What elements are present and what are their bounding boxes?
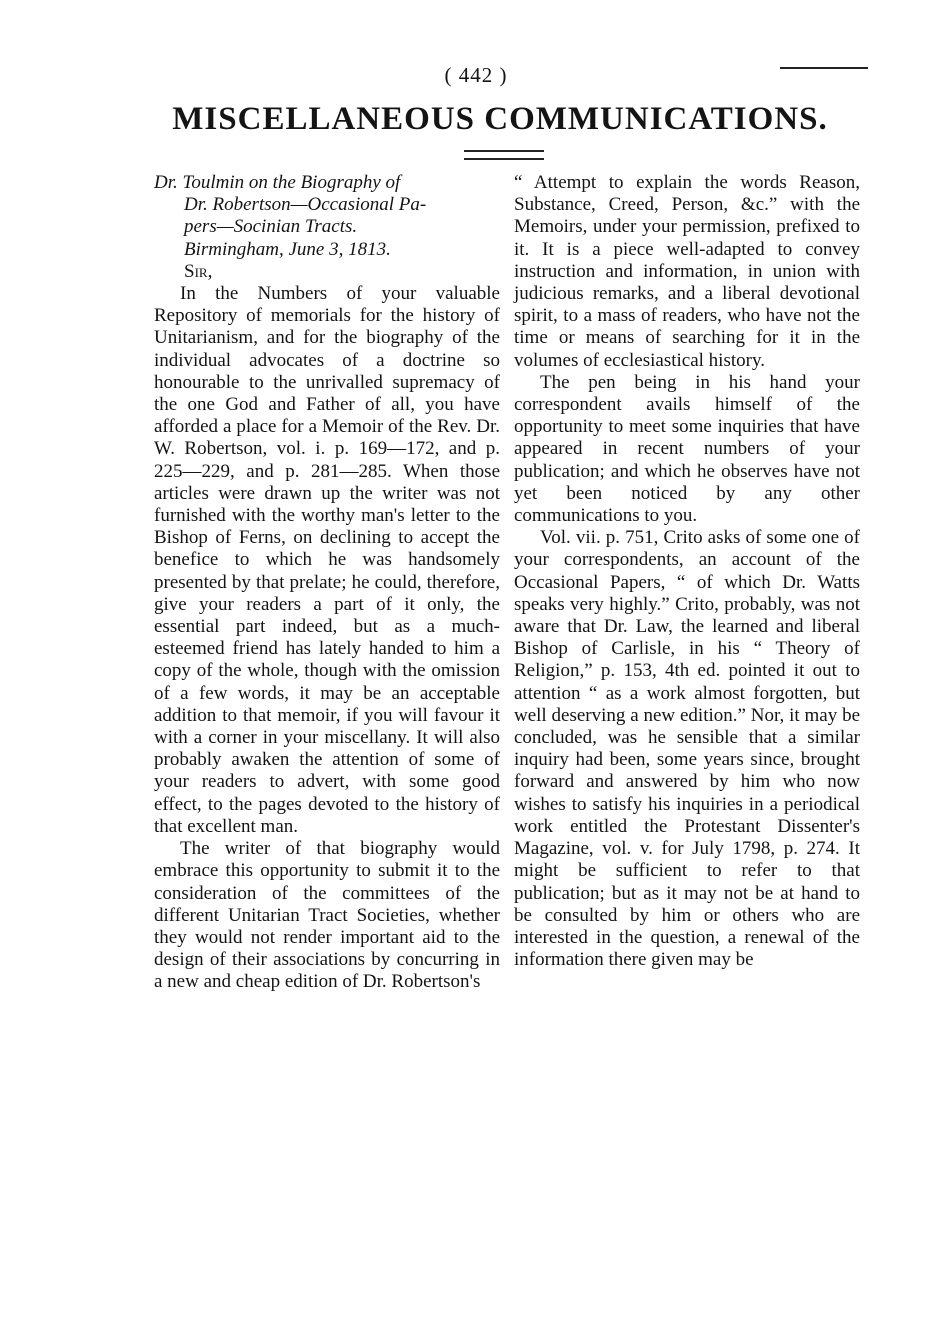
article-title-line: Dr. Toulmin on the Biography of (154, 172, 401, 193)
article-title-line: pers—Socinian Tracts. (184, 216, 358, 238)
right-column (514, 172, 860, 971)
page-number: ( 442 ) (444, 63, 508, 87)
paragraph: Vol. vii. p. 751, Crito asks of some one of your correspondents, an account of the Occasional Papers, “ of which Dr. Watts speaks very highly.” Crito, probably, was not aware that Dr. Law, the learned and liberal Bishop of Carlisle, in his “ Theory of Religion,” p. 153, 4th ed. pointed it out to attention “ as a work almost forgotten, but well deserving a new edition.” Nor, it may be concluded, was he sensible that a similar inquiry had been, some years since, brought forward and answered by him who now wishes to satisfy his inquiries in a periodical work entitled the Protestant Dissenter's Magazine, vol. v. for July 1798, p. 274. It might be sufficient to refer to that publication; but as it may not be at hand to be consulted by him or others who are interested in the question, a renewal of the information there given may be (514, 527, 860, 971)
paragraph: In the Numbers of your valuable Repository of memorials for the history of Unitarianism, and for the biography of the individual advocates of a doctrine so honourable to the unrivalled supremacy of the one God and Father of all, you have afforded a place for a Memoir of the Rev. Dr. W. Robertson, vol. i. p. 169—172, and p. 225—229, and p. 281—285. When those articles were drawn up the writer was not furnished with the worthy man's letter to the Bishop of Ferns, on declining to accept the benefice to which he was handsomely presented by that prelate; he could, therefore, give your readers a part of it only, the essential part indeed, but as a much-esteemed friend has lately handed to him a copy of the whole, though with the omission of a few words, it may be an acceptable addition to that memoir, if you will favour it with a corner in your miscellany. It will also probably awaken the attention of some of your readers to advert, with some good effect, to the pages devoted to the history of that excellent man. (154, 283, 500, 837)
article-title-line: Dr. Robertson—Occasional Pa- (184, 194, 427, 216)
left-column (154, 172, 500, 994)
section-heading: MISCELLANEOUS COMMUNICATIONS. (172, 101, 828, 137)
top-rule (780, 67, 868, 69)
paragraph: “ Attempt to explain the words Reason, Substance, Creed, Person, &c.” with the Memoirs, under your permission, prefixed to it. It is a piece well-adapted to convey instruction and information, in union with judicious remarks, and a liberal devotional spirit, to a mass of readers, who have not the time or means of searching for it in the volumes of ecclesiastical history. (514, 172, 860, 371)
heading-ornament (464, 150, 544, 160)
salutation: Sir, (184, 260, 213, 282)
paragraph: The pen being in his hand your correspondent avails himself of the opportunity to meet some inquiries that have appeared in recent numbers of your publication; and which he observes have not yet been noticed by any other communications to you. (514, 371, 860, 527)
paragraph: The writer of that biography would embrace this opportunity to submit it to the consideration of the committees of the different Unitarian Tract Societies, whether they would not render important aid to the design of their associations by concurring in a new and cheap edition of Dr. Robertson's (154, 838, 500, 993)
dateline: Birmingham, June 3, 1813. (184, 238, 391, 260)
